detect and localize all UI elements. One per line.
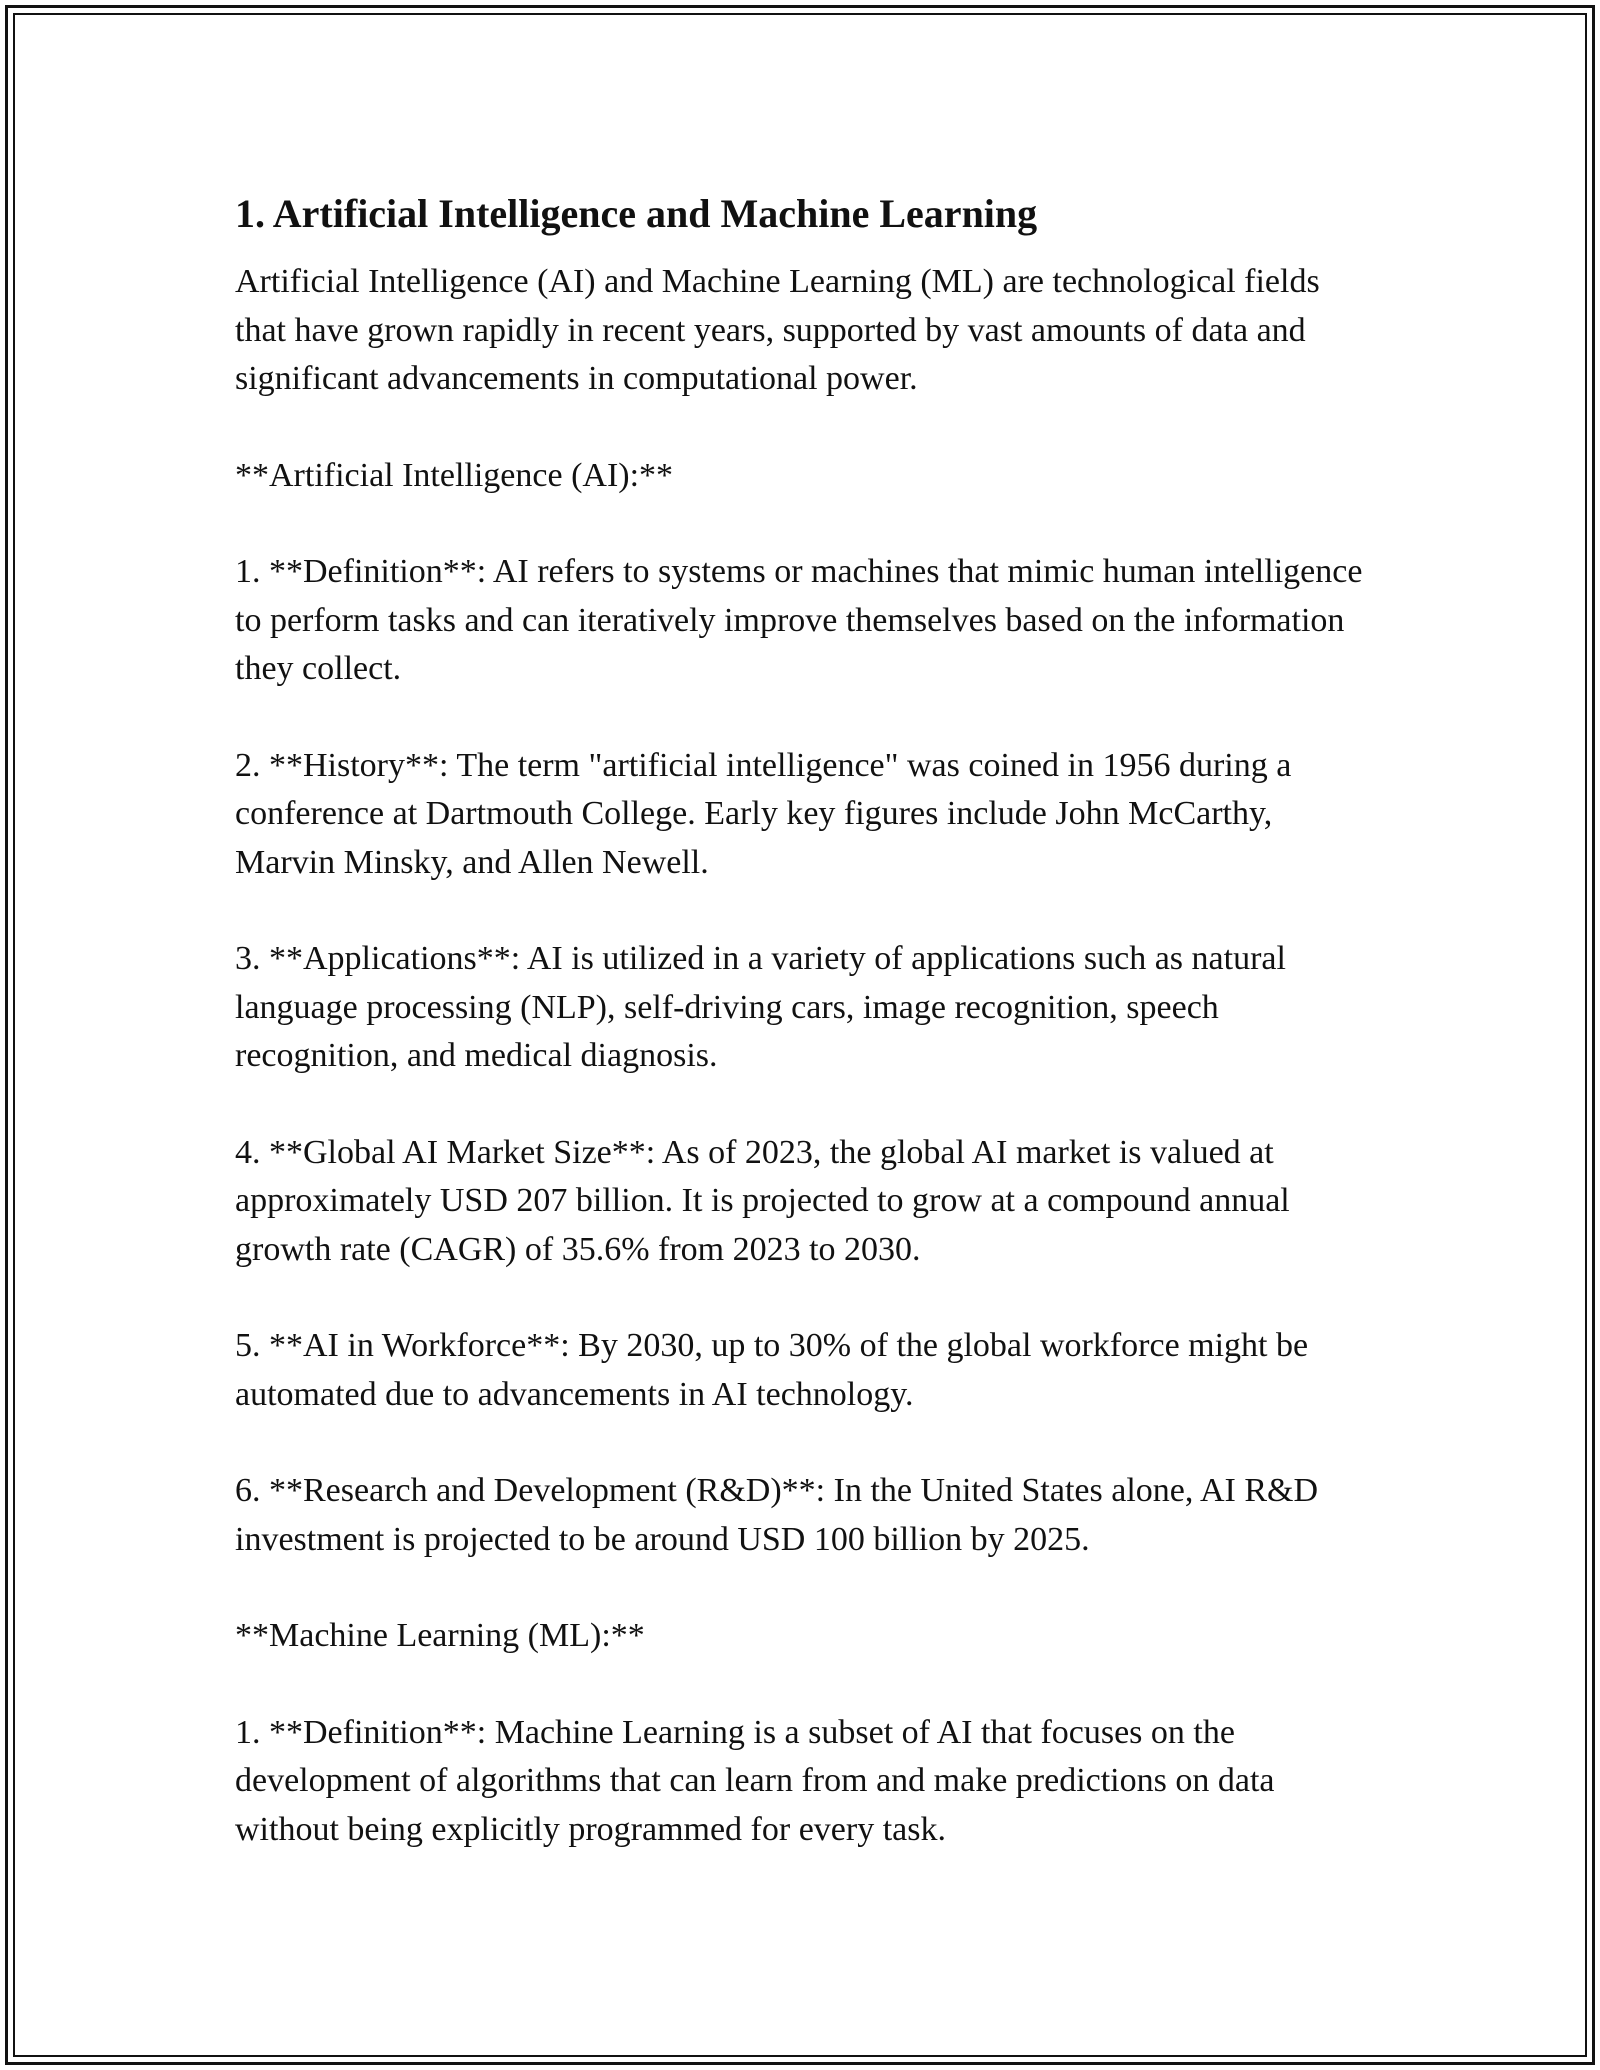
ml-definition-item: 1. **Definition**: Machine Learning is a subset of AI that focuses on the development of algorithms that can learn from and make predictions on data without being explicitly programmed for every task. xyxy=(235,1713,1275,1848)
ai-section-heading: **Artificial Intelligence (AI):** xyxy=(235,456,674,494)
ai-rnd-item: 6. **Research and Development (R&D)**: In the United States alone, AI R&D investment is projected to be around USD 100 billion by 2025. xyxy=(235,1472,1319,1558)
ai-history-item: 2. **History**: The term "artificial intelligence" was coined in 1956 during a conference at Dartmouth College. Early key figures include John McCarthy, Marvin Minsky, and Allen Newell. xyxy=(235,746,1292,881)
intro-paragraph: Artificial Intelligence (AI) and Machine Learning (ML) are technological fields that have grown rapidly in recent years, supported by vast amounts of data and significant advancements in computational power. xyxy=(235,263,1320,397)
ai-applications-item: 3. **Applications**: AI is utilized in a variety of applications such as natural language processing (NLP), self-driving cars, image recognition, speech recognition, and medical diagnosis. xyxy=(235,940,1286,1074)
ai-definition-item: 1. **Definition**: AI refers to systems or machines that mimic human intelligence to perform tasks and can iteratively improve themselves based on the information they collect. xyxy=(235,553,1363,687)
document-body xyxy=(235,188,1375,1902)
ai-market-size-item: 4. **Global AI Market Size**: As of 2023, the global AI market is valued at approximately USD 207 billion. It is projected to grow at a compound annual growth rate (CAGR) of 35.6% from 2023 to 2030. xyxy=(235,1133,1290,1268)
ml-section-heading: **Machine Learning (ML):** xyxy=(235,1617,645,1654)
document-title: 1. Artificial Intelligence and Machine Learning xyxy=(235,191,1038,236)
ai-workforce-item: 5. **AI in Workforce**: By 2030, up to 30% of the global workforce might be automated due to advancements in AI technology. xyxy=(235,1327,1309,1413)
